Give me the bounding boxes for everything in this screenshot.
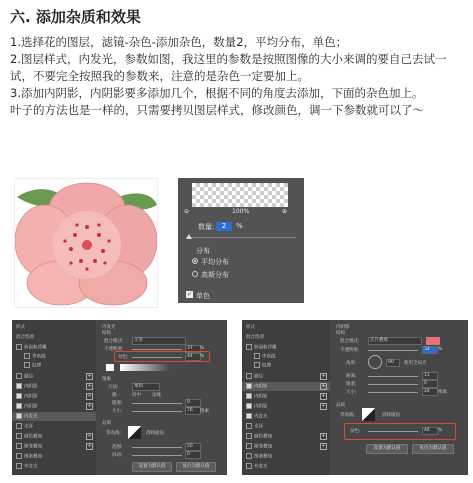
gaussian-label: 高斯分布 xyxy=(201,271,229,279)
sidebar-item-color-overlay[interactable]: 颜色叠加 xyxy=(16,433,42,440)
shadow-color-swatch[interactable] xyxy=(426,337,440,345)
distribution-label: 分布 xyxy=(196,247,210,255)
set-default-button[interactable]: 设置为默认值 xyxy=(366,444,408,454)
distance-input[interactable]: 11 xyxy=(422,372,438,380)
distance-label: 距离: xyxy=(346,374,357,379)
source-label: 源: xyxy=(112,393,119,398)
sidebar-item-inner-glow[interactable]: 内发光 xyxy=(246,413,268,420)
blend-mode-label: 混合模式: xyxy=(104,339,124,344)
sidebar-item-outer-glow[interactable]: 外发光 xyxy=(16,463,38,470)
method-select[interactable]: 柔和 xyxy=(132,383,160,391)
sidebar-item-stroke[interactable]: 描边 xyxy=(16,373,33,380)
contour-label: 等高线: xyxy=(340,413,356,418)
style-sidebar xyxy=(12,320,96,475)
glow-gradient-picker[interactable] xyxy=(120,364,170,371)
sidebar-item-inner-shadow[interactable]: 内阴影 xyxy=(16,383,38,390)
panel-title: 内阴影 xyxy=(336,325,350,330)
choke-slider[interactable] xyxy=(368,384,418,385)
opacity-label: 不透明度: xyxy=(340,348,360,353)
mono-label: 单色 xyxy=(196,292,210,300)
add-noise-panel xyxy=(178,178,304,303)
contour-picker[interactable] xyxy=(128,426,141,439)
opacity-unit: % xyxy=(200,346,205,351)
sidebar-item-blending[interactable]: 混合选项 xyxy=(246,335,264,340)
sidebar-item-styles[interactable]: 样式 xyxy=(246,325,255,330)
section-heading: 六. 添加杂质和效果 xyxy=(10,8,141,26)
sidebar-item-texture[interactable]: 纹理 xyxy=(24,362,41,369)
flower-illustration xyxy=(15,179,157,307)
sidebar-item-inner-shadow[interactable]: 内阴影 xyxy=(16,393,38,400)
source-center-option[interactable]: 居中 xyxy=(132,393,141,398)
mono-checkbox[interactable]: ✓ xyxy=(186,291,193,298)
range-slider[interactable] xyxy=(132,447,182,448)
flower-image xyxy=(14,178,158,308)
noise-label: 杂色: xyxy=(118,355,129,360)
add-stroke-button[interactable]: + xyxy=(321,373,326,379)
sidebar-item-inner-shadow[interactable]: 内阴影 xyxy=(16,403,38,410)
blend-mode-select[interactable]: 正片叠底 xyxy=(368,337,422,345)
choke-label: 阻塞: xyxy=(112,401,123,406)
sidebar-item-bevel[interactable]: 斜面和浮雕 xyxy=(16,344,47,351)
sidebar-item-bevel[interactable]: 斜面和浮雕 xyxy=(246,344,277,351)
jitter-slider[interactable] xyxy=(132,455,182,456)
opacity-input[interactable]: 34 xyxy=(422,346,438,354)
add-inner-shadow-button[interactable]: + xyxy=(321,403,326,409)
range-label: 范围: xyxy=(112,445,123,450)
distance-slider[interactable] xyxy=(368,376,418,377)
structure-section: 结构 xyxy=(102,331,111,336)
opacity-slider[interactable] xyxy=(368,350,418,351)
glow-color-swatch[interactable] xyxy=(106,364,114,371)
opacity-slider[interactable] xyxy=(132,349,182,350)
sidebar-item-satin[interactable]: 光泽 xyxy=(246,423,263,430)
antialias-checkbox[interactable]: 消除锯齿 xyxy=(382,413,400,418)
noise-preview xyxy=(192,183,288,207)
sidebar-item-inner-shadow[interactable]: 内阴影 xyxy=(246,383,268,390)
zoom-out-icon[interactable]: ⊖ xyxy=(184,208,190,215)
amount-input[interactable]: 2 xyxy=(216,222,232,231)
size-input[interactable]: 24 xyxy=(422,388,438,396)
amount-unit: % xyxy=(236,222,243,230)
choke-input[interactable]: 0 xyxy=(422,380,438,388)
size-slider[interactable] xyxy=(368,392,418,393)
sidebar-item-inner-shadow[interactable]: 内阴影 xyxy=(246,403,268,410)
uniform-radio[interactable] xyxy=(192,258,198,264)
leaf-note-text: 叶子的方法也是一样的，只需要拷贝图层样式，修改颜色，调一下参数就可以了～ xyxy=(10,103,424,117)
opacity-input[interactable]: 37 xyxy=(185,345,201,353)
size-label: 大小: xyxy=(346,390,357,395)
sidebar-item-blending[interactable]: 混合选项 xyxy=(16,335,34,340)
noise-highlight xyxy=(114,351,210,362)
sidebar-item-inner-glow[interactable]: 内发光 xyxy=(16,413,38,420)
sidebar-item-stroke[interactable]: 描边 xyxy=(246,373,263,380)
reset-default-button[interactable]: 复位为默认值 xyxy=(412,444,454,454)
noise-unit: % xyxy=(200,354,205,359)
reset-default-button[interactable]: 复位为默认值 xyxy=(176,462,216,472)
angle-input[interactable]: 90 xyxy=(386,359,400,367)
noise-input[interactable]: 44 xyxy=(185,353,201,361)
noise-highlight xyxy=(344,423,456,440)
size-slider[interactable] xyxy=(132,411,182,412)
range-input[interactable]: 50 xyxy=(185,443,201,451)
quality-section: 品质 xyxy=(102,421,111,426)
amount-slider-track[interactable] xyxy=(186,237,296,238)
contour-label: 等高线: xyxy=(106,431,122,436)
source-edge-option[interactable]: 边缘 xyxy=(152,393,161,398)
sidebar-item-color-overlay[interactable]: 颜色叠加 xyxy=(246,433,272,440)
layer-style-dialog-inner-shadow xyxy=(242,320,468,475)
angle-dial[interactable] xyxy=(368,355,382,369)
structure-section: 结构 xyxy=(336,331,345,336)
add-inner-shadow-button[interactable]: + xyxy=(321,393,326,399)
add-gradient-overlay-button[interactable]: + xyxy=(321,443,326,449)
layer-style-dialog-inner-glow xyxy=(12,320,227,475)
blend-mode-select[interactable]: 正常 xyxy=(132,337,186,345)
noise-input[interactable]: 44 xyxy=(422,427,438,435)
add-inner-shadow-button[interactable]: + xyxy=(321,383,326,389)
sidebar-item-outer-glow[interactable]: 外发光 xyxy=(246,463,268,470)
add-inner-shadow-button[interactable]: + xyxy=(87,393,92,399)
sidebar-item-pattern-overlay[interactable]: 图案叠加 xyxy=(246,453,272,460)
sidebar-item-gradient-overlay[interactable]: 渐变叠加 xyxy=(16,443,42,450)
contour-picker[interactable] xyxy=(362,408,375,421)
elements-section: 图素 xyxy=(102,377,111,382)
panel-title: 内发光 xyxy=(102,325,116,330)
amount-slider-handle[interactable] xyxy=(186,234,192,239)
sidebar-item-inner-shadow[interactable]: 内阴影 xyxy=(246,393,268,400)
set-default-button[interactable]: 设置为默认值 xyxy=(132,462,172,472)
sidebar-item-styles[interactable]: 样式 xyxy=(16,325,25,330)
size-label: 大小: xyxy=(112,409,123,414)
add-stroke-button[interactable]: + xyxy=(87,373,92,379)
choke-slider[interactable] xyxy=(132,403,182,404)
antialias-checkbox[interactable]: 消除锯齿 xyxy=(146,431,164,436)
add-gradient-overlay-button[interactable]: + xyxy=(87,443,92,449)
step-2-text: 2.图层样式，内发光，参数如图，我这里的参数是按照图像的大小来调的要自己去试一试，不要完全按照我的参数来，注意的是杂色一定要加上。 xyxy=(10,52,447,83)
size-unit: 像素 xyxy=(438,390,447,395)
sidebar-item-contour[interactable]: 等高线 xyxy=(254,353,276,360)
jitter-input[interactable]: 0 xyxy=(185,451,201,459)
add-inner-shadow-button[interactable]: + xyxy=(87,383,92,389)
add-color-overlay-button[interactable]: + xyxy=(87,433,92,439)
uniform-label: 平均分布 xyxy=(201,258,229,266)
gaussian-radio[interactable] xyxy=(192,271,198,277)
amount-label: 数量: xyxy=(198,223,215,231)
opacity-label: 不透明度: xyxy=(104,347,124,352)
noise-label: 杂色: xyxy=(350,429,361,434)
sidebar-item-pattern-overlay[interactable]: 图案叠加 xyxy=(16,453,42,460)
quality-section: 品质 xyxy=(336,403,345,408)
step-1-text: 1.选择花的图层，滤镜-杂色-添加杂色，数量2，平均分布，单色； xyxy=(10,35,348,49)
instructions xyxy=(10,34,465,119)
sidebar-item-texture[interactable]: 纹理 xyxy=(254,362,271,369)
size-unit: 像素 xyxy=(200,409,209,414)
sidebar-item-contour[interactable]: 等高线 xyxy=(24,353,46,360)
sidebar-item-satin[interactable]: 光泽 xyxy=(16,423,33,430)
zoom-level: 100% xyxy=(232,208,250,215)
add-color-overlay-button[interactable]: + xyxy=(321,433,326,439)
zoom-in-icon[interactable]: ⊕ xyxy=(282,208,288,215)
choke-input[interactable]: 0 xyxy=(185,399,201,407)
step-3-text: 3.添加内阴影，内阴影要多添加几个，根据不同的角度去添加，下面的杂色加上。 xyxy=(10,86,424,100)
style-sidebar xyxy=(242,320,330,475)
angle-label: 角度: xyxy=(346,361,357,366)
sidebar-item-gradient-overlay[interactable]: 渐变叠加 xyxy=(246,443,272,450)
add-inner-shadow-button[interactable]: + xyxy=(87,403,92,409)
global-light-checkbox[interactable]: 使用全局光 xyxy=(404,361,427,366)
size-input[interactable]: 76 xyxy=(185,407,201,415)
method-label: 方法: xyxy=(108,385,119,390)
choke-label: 阻塞: xyxy=(346,382,357,387)
opacity-unit: % xyxy=(438,347,443,352)
jitter-label: 抖动: xyxy=(112,453,123,458)
noise-unit: % xyxy=(438,428,443,433)
blend-mode-label: 混合模式: xyxy=(340,339,360,344)
